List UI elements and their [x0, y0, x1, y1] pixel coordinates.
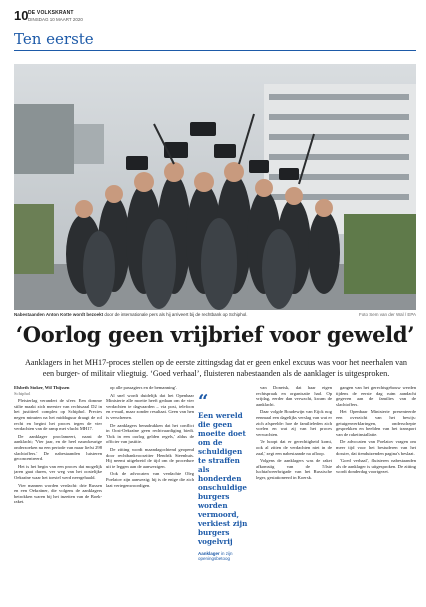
paragraph: Volgens de aanklagers was de raket afkomstig van de 53ste luchtafweerbrigade van het Russische leger, gestationeerd in Koersk.: [256, 458, 332, 480]
paragraph: 'Je hoopt dat er gerechtigheid komt, ook al zitten de verdachten niet in de zaal,' zegt een nabestaande na afloop.: [256, 439, 332, 456]
paragraph: gangen van het gerechtsgebouw werden tijdens de eerste dag ruim aandacht gegeven aan de families van de slachtoffers.: [336, 385, 416, 407]
caption-bold: Nabestaanden Anton Kotte wordt bezoekt: [14, 312, 104, 317]
attribution-name: Aanklager: [198, 551, 220, 556]
paragraph: van Donetsk, dat haar eigen rechtspraak en organisatie had. Op vrijdag, eerder dan verwacht, kwam de aanklacht.: [256, 385, 332, 407]
caption-text: door de internationale pers als hij arriveert bij de rechtbank op Schiphol.: [104, 312, 248, 317]
paragraph: Ook de advocaten van verdachte Oleg Poelatov zijn aanwezig; hij is de enige die zich laat vertegenwoordigen.: [106, 471, 194, 488]
press-crowd-illustration: [14, 64, 416, 310]
paragraph: Vier mannen worden verdacht: drie Russen en een Oekraïner, die volgens de aanklagers betrokken waren bij het inzetten van de Boek-raket.: [14, 482, 102, 505]
paragraph: 'Goed verhaal', fluisteren nabestaanden als de aanklager is uitgesproken. De zitting wordt donderdag voortgezet.: [336, 458, 416, 475]
section-title: Ten eerste: [14, 30, 94, 48]
paragraph: Het Openbaar Ministerie presenteerde een overzicht van het bewijs: getuigenverklaringen, onderschepte gesprekken en beelden van het transport van de raketinstallatie.: [336, 409, 416, 437]
photo-caption: [14, 312, 314, 317]
quote-mark-icon: “: [198, 391, 209, 412]
pull-quote-attribution: [198, 551, 250, 561]
article-column-3: [256, 385, 332, 603]
dateline: Schiphol: [14, 390, 31, 396]
pull-quote: [198, 391, 250, 561]
press-photo: [14, 64, 416, 310]
issue-date: DINSDAG 10 MAART 2020: [28, 17, 83, 22]
page-number: 10: [14, 8, 29, 23]
article-column-2: [106, 385, 194, 603]
paragraph: De advocaten van Poelatov vragen om meer tijd voor het bestuderen van het dossier, dat tienduizenden pagina's beslaat.: [336, 439, 416, 456]
paragraph: Pleisterlag verandert de sfeer. Een domme stilte maakt zich meester van rechtszaal D2 in het justitieel complex op Schiphol. Precies negen minuten na het middaguur draagt de rol recht en begint het proces tegen de vier verdachten van de ramp met vlucht MH17.: [14, 398, 102, 432]
section-divider: [14, 50, 416, 51]
pull-quote-text: Een wereld die geen moeite doet om de schuldigen te straffen als honderden onschuldige burgers worden vermoord, verkiest zijn burgers vogelvrij: [198, 411, 248, 546]
paragraph: op alle passagiers en de bemanning'.: [110, 385, 177, 390]
masthead: [14, 9, 416, 27]
photo-credit: Foto Sem van der Wal / EPA: [358, 312, 416, 317]
paragraph: De zitting wordt maandagochtend geopend door rechtbankvoorzitter Hendrik Steenhuis. Hij neemt uitgebreid de tijd om de procedure uit te leggen aan de aanwezigen.: [106, 446, 194, 469]
byline: Elsbeth Stoker, Wil Thijssen: [14, 385, 70, 390]
paragraph: Daar volgde Boudewijn van Eijck nog eenmaal een dagelijks verslag van wat er zich afspeelde: hoe de familieleden zich voelen en wat zij van het proces verwachten.: [256, 409, 332, 437]
article-column-1: [14, 385, 102, 603]
paragraph: De aanklagers benadrukken dat het conflict in Oost-Oekraïne geen rechtvaardiging biedt. 'Ook in een oorlog gelden regels,' aldus de officier van justitie.: [106, 422, 194, 445]
attribution-detail: in zijn openingsbetoog: [198, 551, 233, 561]
newspaper-name: DE VOLKSKRANT: [28, 10, 74, 16]
headline: ‘Oorlog geen vrijbrief voor geweld’: [15, 322, 415, 347]
article-column-4: [336, 385, 416, 603]
paragraph: Het is het begin van een proces dat mogelijk jaren gaat duren, ver weg van het oostelijke Oekraïne waar het toestel werd neergehaald.: [14, 463, 102, 480]
subheadline: Aanklagers in het MH17-proces stellen op de eerste zittingsdag dat er geen enkel excuus was voor het neerhalen van een burger- of militair vliegtuig. ‘Goed verhaal’, fluisteren nabestaanden als de aanklager is uitgesproken.: [25, 358, 407, 378]
paragraph: Al snel wordt duidelijk dat het Openbaar Ministerie alle moeite heeft gedaan om de vier verdachten te dagvaarden – via post, telefoon en e-mail, maar zonder resultaat. Geen van hen is verschenen.: [106, 392, 194, 420]
paragraph: De aanklager proclameert, naast de aanklacht; 'Vier jaar, en de heel nauwkeurige onderzoeken na een periode van maar liefst 298 slachtoffers.' De nabestaanden luisteren geconcentreerd.: [14, 433, 102, 462]
